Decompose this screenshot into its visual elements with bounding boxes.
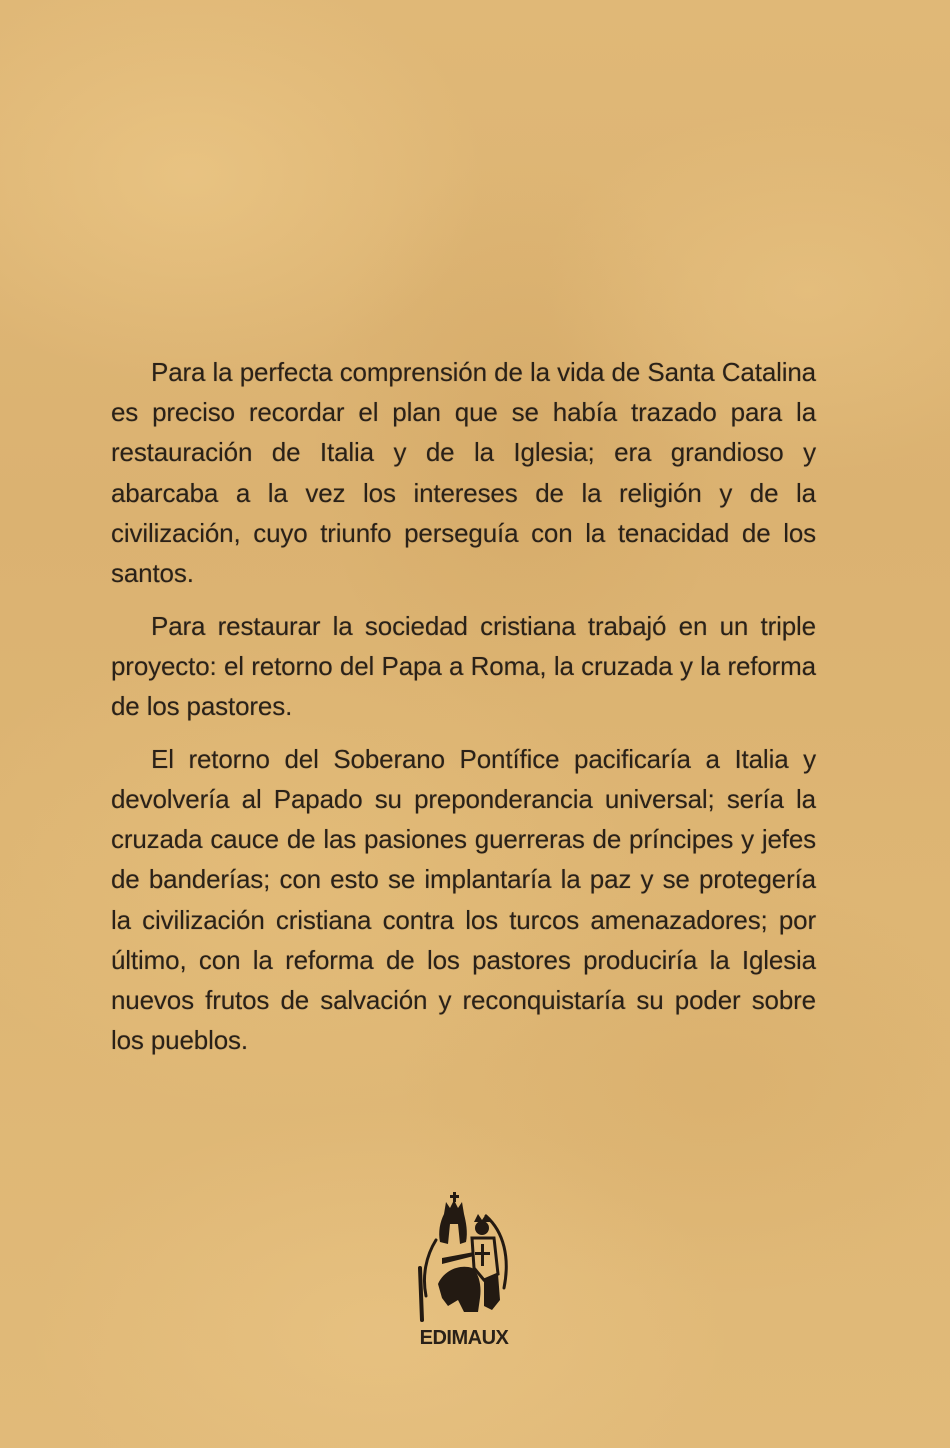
- publisher-name: EDIMAUX: [419, 1327, 509, 1349]
- synopsis-paragraph: Para restaurar la sociedad cristiana trabajó en un triple proyecto: el retorno del Papa a Roma, la cruzada y la reforma de los pastores.: [111, 610, 816, 722]
- crowned-virgin-and-child-icon: [408, 1188, 520, 1326]
- publisher-logo: [408, 1188, 520, 1356]
- synopsis-paragraph: El retorno del Soberano Pontífice pacificaría a Italia y devolvería al Papado su preponderancia universal; sería la cruzada cauce de las pasiones guerreras de príncipes y jefes de banderías; con esto se implantaría la paz y se protegería la civilización cristiana contra los turcos amenazadores; por último, con la reforma de los pastores produciría la Iglesia nuevos frutos de salvación y reconquistaría su poder sobre los pueblos.: [111, 743, 816, 1056]
- synopsis-paragraph: Para la perfecta comprensión de la vida de Santa Catalina es preciso recordar el plan que se había trazado para la restauración de Italia y de la Iglesia; era grandioso y abarcaba a la vez los intereses de la religión y de la civilización, cuyo triunfo perseguía con la tenacidad de los santos.: [111, 357, 816, 589]
- synopsis-text: [111, 352, 816, 1073]
